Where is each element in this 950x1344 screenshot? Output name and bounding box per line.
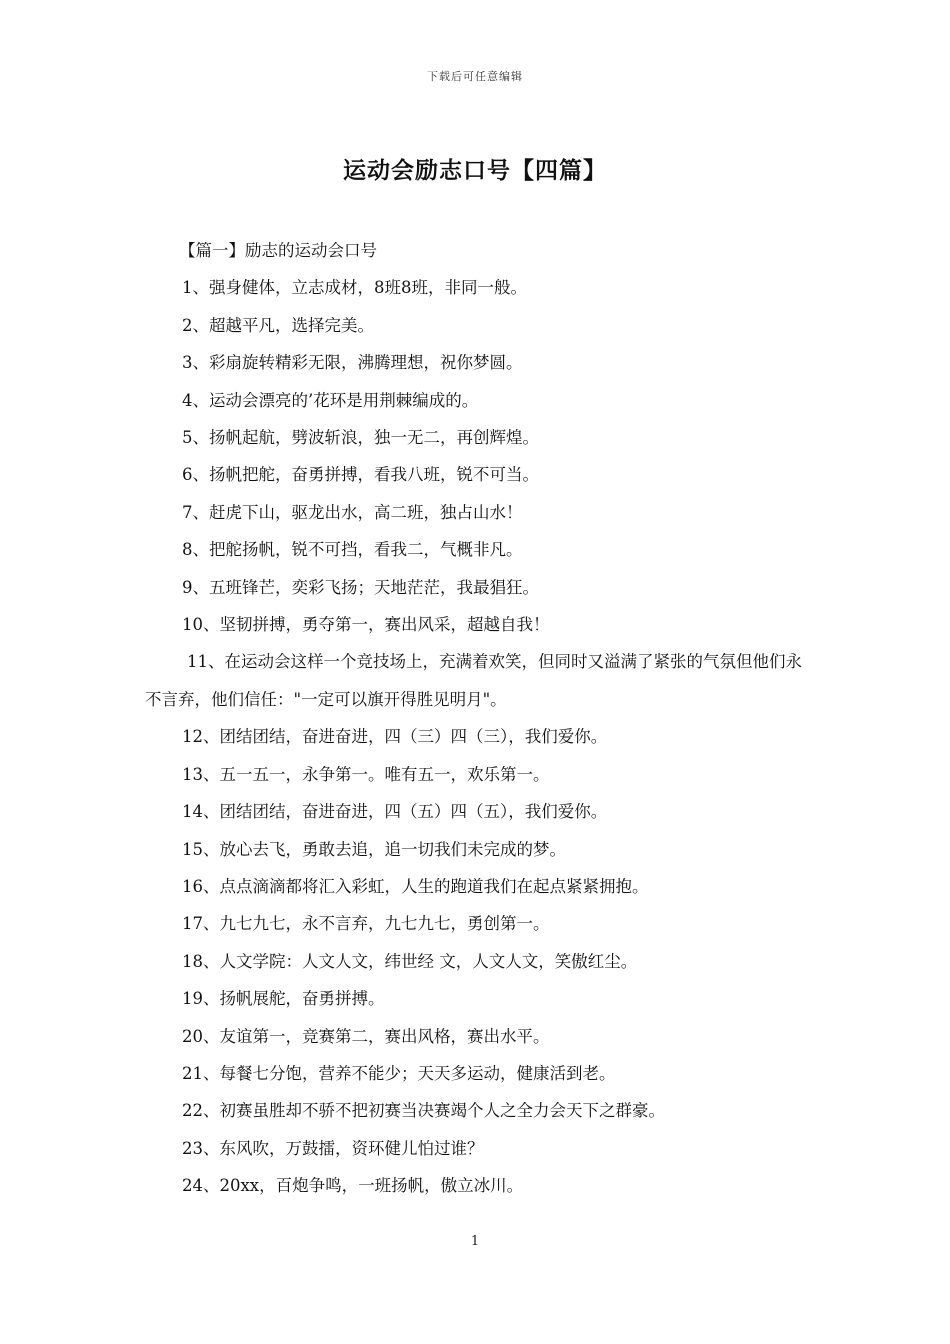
page-number: 1 [470, 1234, 480, 1249]
slogan-item: 20、友谊第一，竞赛第二，赛出风格，赛出水平。 [182, 1026, 550, 1046]
slogan-item: 6、扬帆把舵，奋勇拼搏，看我八班，锐不可当。 [182, 465, 539, 485]
slogan-item: 24、20xx，百炮争鸣，一班扬帆，傲立冰川。 [182, 1176, 524, 1196]
slogan-item: 22、初赛虽胜却不骄不把初赛当决赛竭个人之全力会天下之群豪。 [182, 1101, 665, 1121]
slogan-item: 10、坚韧拼搏，勇夺第一，赛出风采，超越自我！ [182, 615, 550, 635]
slogan-item: 12、团结团结，奋进奋进，四（三）四（三），我们爱你。 [182, 727, 608, 747]
slogan-item: 18、人文学院：人文人文，纬世经 文，人文人文，笑傲红尘。 [182, 951, 638, 971]
slogan-item: 3、彩扇旋转精彩无限，沸腾理想，祝你梦圆。 [182, 353, 523, 373]
slogan-item: 8、把舵扬帆，锐不可挡，看我二，气概非凡。 [182, 540, 523, 560]
slogan-item: 2、超越平凡，选择完美。 [182, 315, 374, 335]
slogan-item: 5、扬帆起航，劈波斩浪，独一无二，再创辉煌。 [182, 428, 539, 448]
slogan-item: 21、每餐七分饱，营养不能少；天天多运动，健康活到老。 [182, 1063, 616, 1083]
slogan-item: 19、扬帆展舵，奋勇拼搏。 [182, 989, 385, 1009]
document-body [145, 232, 815, 1205]
slogan-item: 4、运动会漂亮的’花环是用荆棘编成的。 [182, 390, 479, 410]
slogan-item: 13、五一五一，永争第一。唯有五一，欢乐第一。 [182, 764, 550, 784]
slogan-item: 15、放心去飞，勇敢去追，追一切我们未完成的梦。 [182, 839, 566, 859]
slogan-item: 9、五班锋芒，奕彩飞扬；天地茫茫，我最猖狂。 [182, 577, 539, 597]
slogan-item: 16、点点滴滴都将汇入彩虹，人生的跑道我们在起点紧紧拥抱。 [182, 876, 649, 896]
slogan-item: 14、团结团结，奋进奋进，四（五）四（五），我们爱你。 [182, 802, 608, 822]
slogan-item: 17、九七九七，永不言弃，九七九七，勇创第一。 [182, 914, 550, 934]
header-note: 下载后可任意编辑 [427, 70, 523, 83]
slogan-item: 11、在运动会这样一个竞技场上，充满着欢笑，但同时又溢满了紧张的气氛但他们永不言弃，他们信任："一定可以旗开得胜见明月"。 [145, 652, 802, 709]
slogan-item: 7、赶虎下山，驱龙出水，高二班，独占山水！ [182, 502, 523, 522]
slogan-item: 23、东风吹，万鼓擂，资环健儿怕过谁？ [182, 1138, 484, 1158]
slogan-item: 1、强身健体，立志成材，8班8班，非同一般。 [182, 278, 527, 298]
section-heading: 【篇一】励志的运动会口号 [179, 241, 377, 260]
document-title: 运动会励志口号【四篇】 [343, 157, 607, 184]
